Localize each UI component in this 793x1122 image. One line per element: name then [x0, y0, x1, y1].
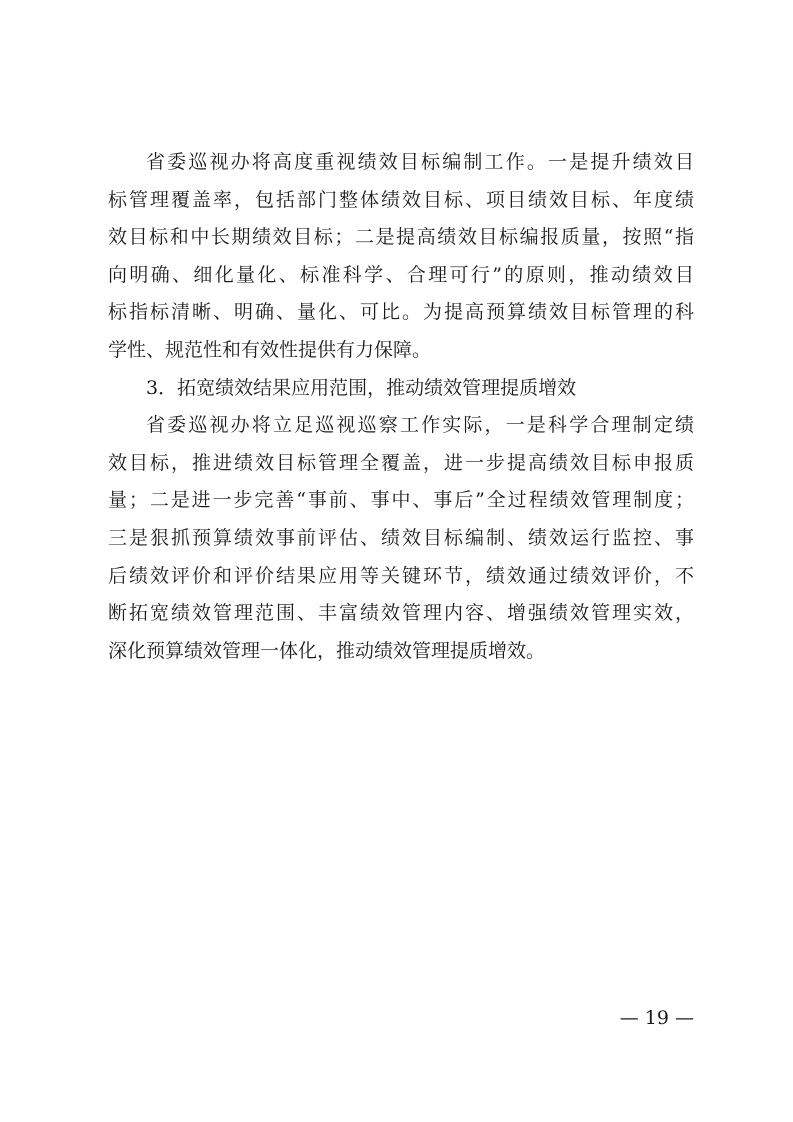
- paragraph-line: 省委巡视办将高度重视绩效目标编制工作。一是提升绩效目: [146, 151, 694, 173]
- paragraph-line: 量；二是进一步完善“事前、事中、事后”全过程绩效管理制度；: [108, 489, 694, 512]
- paragraph-line: 向明确、细化量化、标准科学、合理可行”的原则，推动绩效目: [108, 263, 694, 286]
- page-number: — 19 —: [619, 1007, 694, 1029]
- section-heading: 3．拓宽绩效结果应用范围，推动绩效管理提质增效: [146, 376, 577, 399]
- paragraph-line: 效目标和中长期绩效目标；二是提高绩效目标编报质量，按照“指: [108, 226, 694, 249]
- paragraph-line: 效目标，推进绩效目标管理全覆盖，进一步提高绩效目标申报质: [108, 451, 694, 474]
- paragraph-results-application: [108, 407, 694, 670]
- paragraph-line: 标管理覆盖率，包括部门整体绩效目标、项目绩效目标、年度绩: [108, 188, 694, 211]
- paragraph-line: 标指标清晰、明确、量化、可比。为提高预算绩效目标管理的科: [108, 301, 694, 324]
- paragraph-line: 断拓宽绩效管理范围、丰富绩效管理内容、增强绩效管理实效，: [108, 602, 694, 625]
- paragraph-line: 深化预算绩效管理一体化，推动绩效管理提质增效。: [108, 639, 546, 662]
- paragraph-line: 后绩效评价和评价结果应用等关键环节，绩效通过绩效评价，不: [108, 564, 694, 587]
- document-body: [108, 144, 694, 670]
- paragraph-performance-targets: [108, 144, 694, 370]
- paragraph-line: 省委巡视办将立足巡视巡察工作实际，一是科学合理制定绩: [146, 414, 694, 437]
- paragraph-line: 三是狠抓预算绩效事前评估、绩效目标编制、绩效运行监控、事: [108, 526, 694, 549]
- paragraph-line: 学性、规范性和有效性提供有力保障。: [108, 338, 432, 361]
